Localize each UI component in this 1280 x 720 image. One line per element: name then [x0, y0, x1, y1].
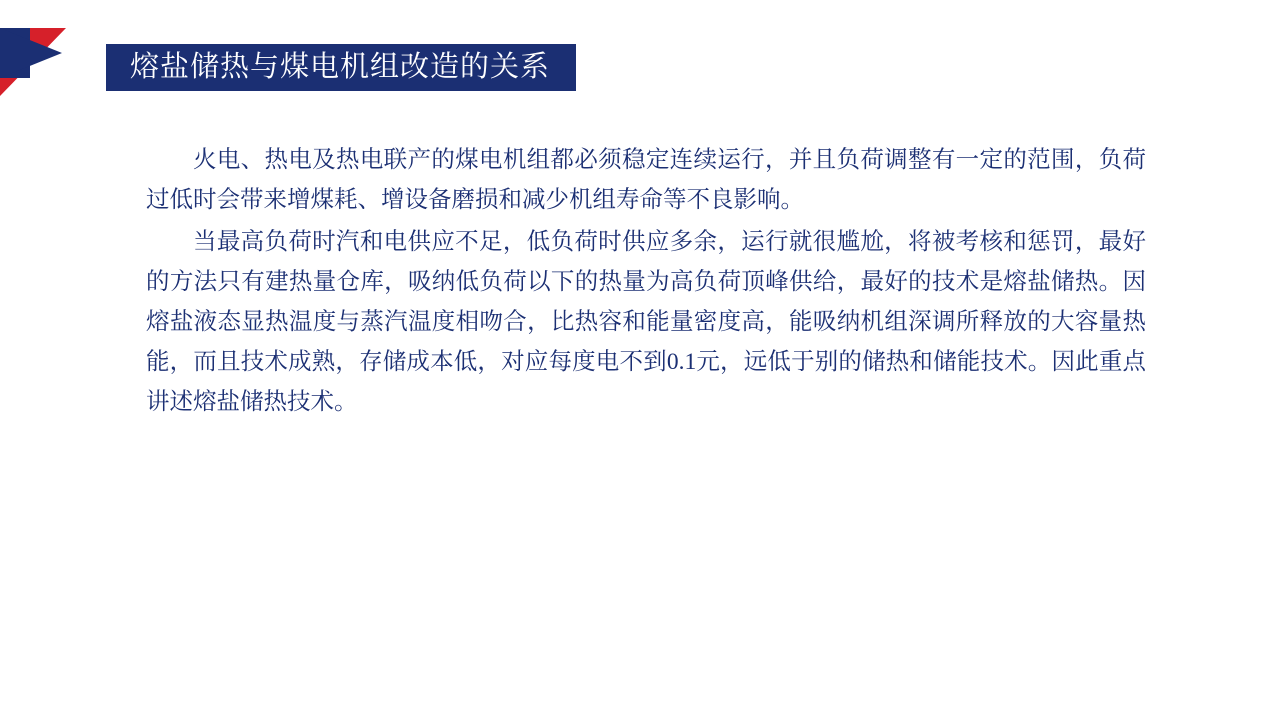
page-title: 熔盐储热与煤电机组改造的关系 — [130, 51, 551, 83]
slide-body — [146, 140, 1146, 424]
slide-title-bar — [106, 44, 576, 91]
corner-accent-decoration — [0, 28, 95, 96]
paragraph-1: 火电、热电及热电联产的煤电机组都必须稳定连续运行，并且负荷调整有一定的范围，负荷过低时会带来增煤耗、增设备磨损和减少机组寿命等不良影响。 — [146, 147, 1146, 213]
paragraph-2: 当最高负荷时汽和电供应不足，低负荷时供应多余，运行就很尴尬，将被考核和惩罚，最好的方法只有建热量仓库，吸纳低负荷以下的热量为高负荷顶峰供给，最好的技术是熔盐储热。因熔盐液态显热温度与蒸汽温度相吻合，比热容和能量密度高，能吸纳机组深调所释放的大容量热能，而且技术成熟，存储成本低，对应每度电不到0.1元，远低于别的储热和储能技术。因此重点讲述熔盐储热技术。 — [146, 229, 1146, 415]
navy-arrow-icon — [0, 28, 62, 78]
